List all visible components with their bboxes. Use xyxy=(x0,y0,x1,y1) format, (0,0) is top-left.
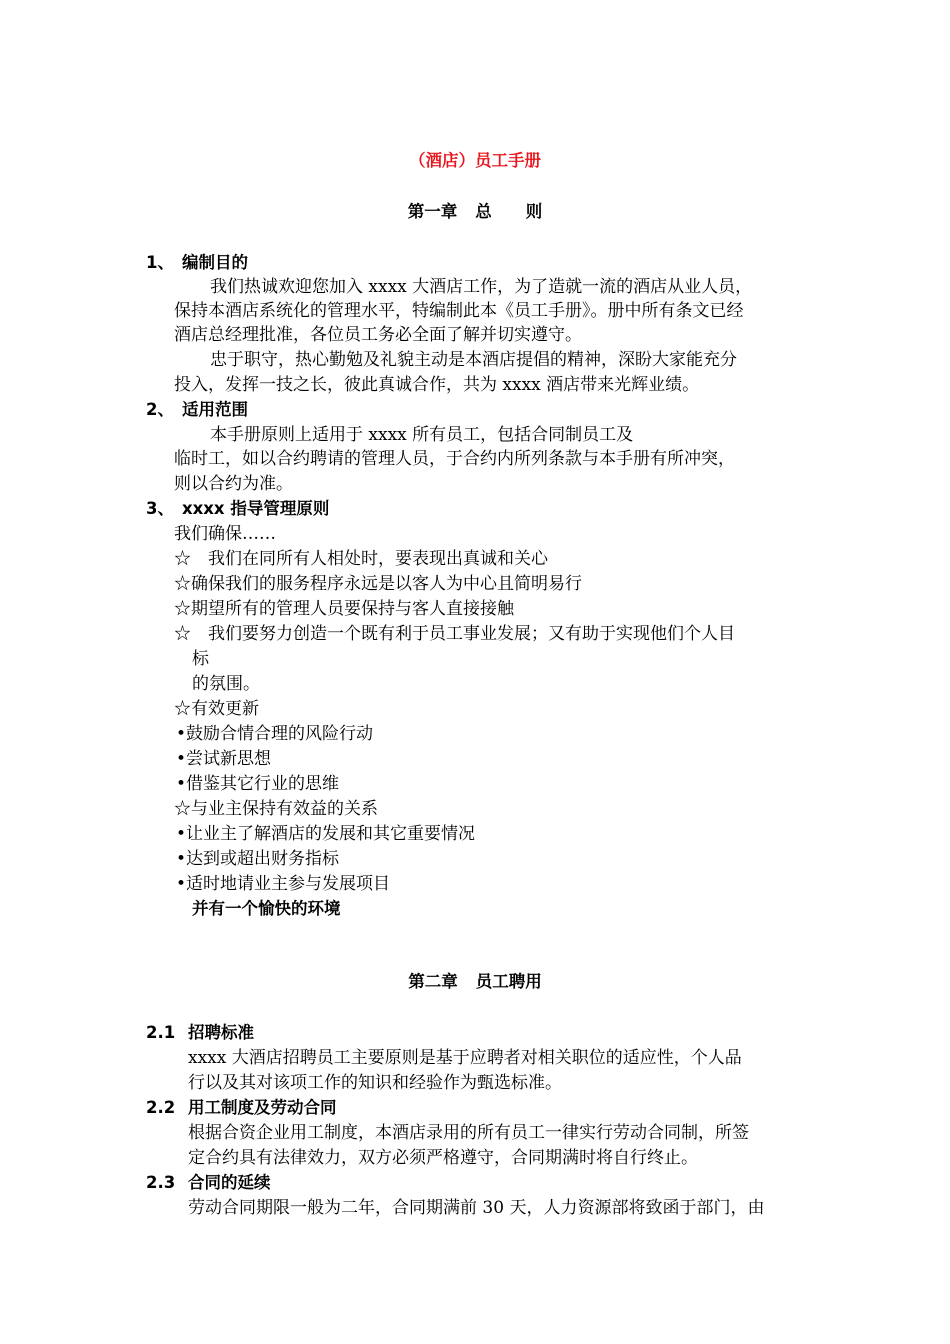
paragraph-line: 劳动合同期限一般为二年，合同期满前 30 天，人力资源部将致函于部门，由 xyxy=(188,1198,765,1218)
chapter-1-heading xyxy=(0,200,950,224)
list-item: ☆ 我们在同所有人相处时，要表现出真诚和关心 xyxy=(174,549,548,569)
section-3-closing: 并有一个愉快的环境 xyxy=(192,899,341,918)
list-item: ☆ 我们要努力创造一个既有利于员工事业发展；又有助于实现他们个人目 xyxy=(174,624,735,644)
list-item-continuation: 标 xyxy=(192,649,209,669)
paragraph-line: 定合约具有法律效力，双方必须严格遵守，合同期满时将自行终止。 xyxy=(188,1148,698,1168)
list-item: •让业主了解酒店的发展和其它重要情况 xyxy=(176,824,476,844)
paragraph-line: 我们热诚欢迎您加入 xxxx 大酒店工作，为了造就一流的酒店从业人员， xyxy=(210,277,753,297)
list-item: ☆与业主保持有效益的关系 xyxy=(174,799,378,819)
list-item: •达到或超出财务指标 xyxy=(176,849,340,869)
section-2-number: 2、 xyxy=(146,400,174,419)
section-2-1-number: 2.1 xyxy=(146,1023,176,1042)
list-item: •适时地请业主参与发展项目 xyxy=(176,874,391,894)
paragraph-line: 酒店总经理批准，各位员工务必全面了解并切实遵守。 xyxy=(174,325,582,345)
document-title: （酒店）员工手册 xyxy=(409,151,541,170)
paragraph-line: 行以及其对该项工作的知识和经验作为甄选标准。 xyxy=(188,1073,562,1093)
list-item: •尝试新思想 xyxy=(176,749,272,769)
paragraph-line: 保持本酒店系统化的管理水平，特编制此本《员工手册》。册中所有条文已经 xyxy=(174,301,744,321)
section-3-number: 3、 xyxy=(146,499,174,518)
list-item: ☆期望所有的管理人员要保持与客人直接接触 xyxy=(174,599,514,619)
paragraph-line: 则以合约为准。 xyxy=(174,474,293,494)
list-item-continuation: 的氛围。 xyxy=(192,674,260,694)
chapter-2-label: 第二章 xyxy=(408,972,458,991)
paragraph-line: 投入，发挥一技之长，彼此真诚合作，共为 xxxx 酒店带来光辉业绩。 xyxy=(174,375,700,395)
paragraph-line: 本手册原则上适用于 xxxx 所有员工，包括合同制员工及 xyxy=(210,425,634,445)
paragraph-line: 忠于职守，热心勤勉及礼貌主动是本酒店提倡的精神，深盼大家能充分 xyxy=(210,350,737,370)
paragraph-line: 根据合资企业用工制度，本酒店录用的所有员工一律实行劳动合同制，所签 xyxy=(188,1123,749,1143)
section-2-2-title: 用工制度及劳动合同 xyxy=(188,1098,337,1117)
section-2-3-heading xyxy=(146,1171,271,1195)
chapter-2-heading xyxy=(0,970,950,994)
paragraph-line: xxxx 大酒店招聘员工主要原则是基于应聘者对相关职位的适应性，个人品 xyxy=(188,1048,742,1068)
section-2-2-number: 2.2 xyxy=(146,1098,176,1117)
chapter-1-word-a: 总 xyxy=(475,202,492,221)
chapter-1-word-b: 则 xyxy=(525,202,543,221)
paragraph-line: 临时工，如以合约聘请的管理人员，于合约内所列条款与本手册有所冲突， xyxy=(174,449,735,469)
list-item: •鼓励合情合理的风险行动 xyxy=(176,724,374,744)
section-2-heading xyxy=(146,398,248,422)
chapter-2-title: 员工聘用 xyxy=(475,972,542,991)
section-2-title: 适用范围 xyxy=(182,400,248,419)
section-1-title: 编制目的 xyxy=(182,253,248,272)
chapter-1-label: 第一章 xyxy=(407,202,458,221)
section-2-1-title: 招聘标准 xyxy=(188,1023,254,1042)
section-3-heading xyxy=(146,497,329,521)
section-2-3-title: 合同的延续 xyxy=(188,1173,271,1192)
section-3-title: xxxx 指导管理原则 xyxy=(182,499,330,518)
section-2-2-heading xyxy=(146,1096,337,1120)
list-item: ☆有效更新 xyxy=(174,699,259,719)
section-2-1-heading xyxy=(146,1021,254,1045)
list-item: •借鉴其它行业的思维 xyxy=(176,774,340,794)
section-1-number: 1、 xyxy=(146,253,174,272)
list-item: ☆确保我们的服务程序永远是以客人为中心且简明易行 xyxy=(174,574,582,594)
section-1-heading xyxy=(146,251,248,275)
section-3-intro: 我们确保…… xyxy=(174,524,276,544)
section-2-3-number: 2.3 xyxy=(146,1173,176,1192)
